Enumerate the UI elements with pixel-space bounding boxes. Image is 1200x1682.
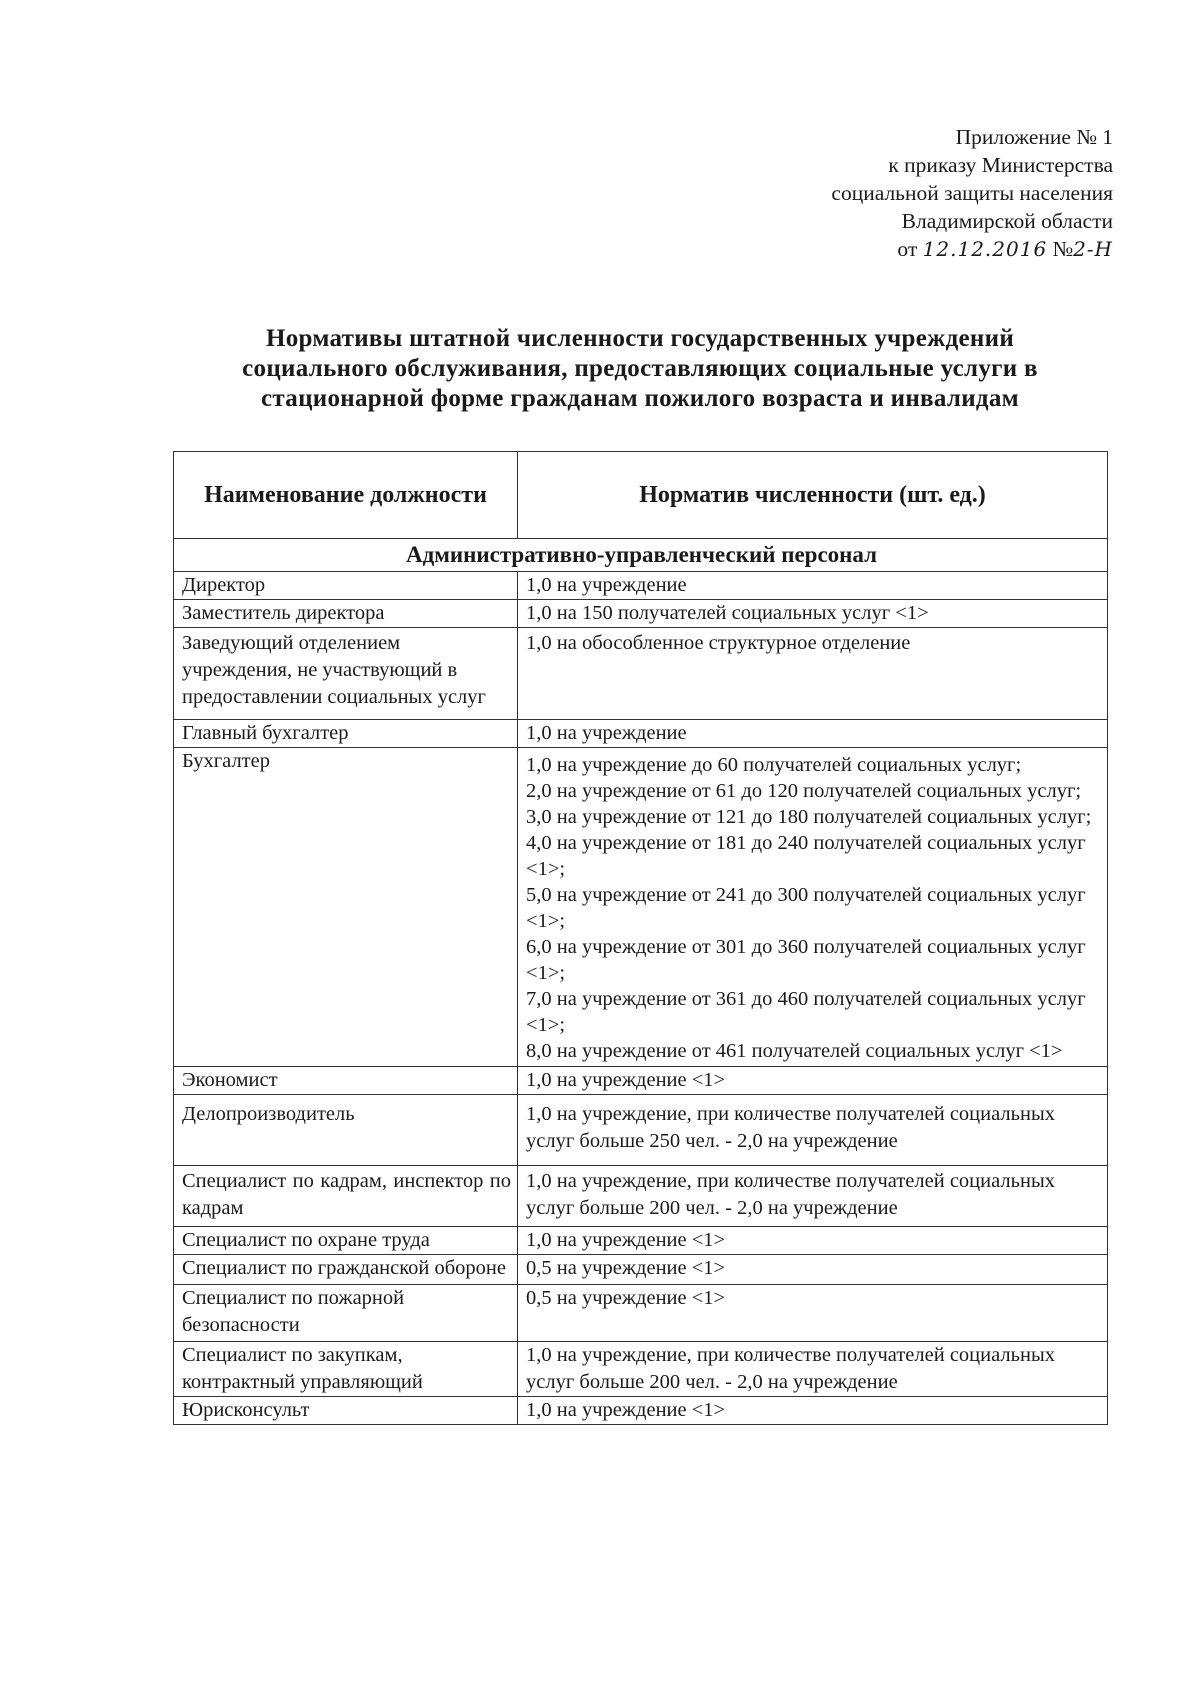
norm-cell: 1,0 на учреждение, при количестве получателей социальных услуг больше 250 чел. - 2,0 на учреждение <box>518 1095 1108 1166</box>
column-header-norm: Норматив численности (шт. ед.) <box>518 452 1108 539</box>
position-cell: Делопроизводитель <box>174 1095 518 1166</box>
norms-table <box>173 451 1108 1425</box>
position-cell: Специалист по пожарной безопасности <box>174 1285 518 1342</box>
table-row <box>174 1397 1108 1425</box>
table-row <box>174 1166 1108 1227</box>
table-row <box>174 1342 1108 1397</box>
norm-line: 6,0 на учреждение от 301 до 360 получателей социальных услуг <1>; <box>526 936 1086 984</box>
table-row <box>174 1227 1108 1255</box>
title-line-2: социального обслуживания, предоставляющих социальные услуги в <box>242 355 1038 382</box>
norm-cell: 1,0 на учреждение <1> <box>518 1067 1108 1095</box>
position-cell: Бухгалтер <box>174 748 518 1067</box>
table-row <box>174 1285 1108 1342</box>
table-row <box>174 628 1108 720</box>
table-row <box>174 1067 1108 1095</box>
section-row <box>174 539 1108 572</box>
position-cell: Юрисконсульт <box>174 1397 518 1425</box>
table-row <box>174 1255 1108 1285</box>
column-header-position: Наименование должности <box>174 452 518 539</box>
table-header-row <box>174 452 1108 539</box>
norm-cell: 1,0 на обособленное структурное отделение <box>518 628 1108 720</box>
appendix-ministry-line: социальной защиты населения <box>831 181 1113 205</box>
norm-cell: 1,0 на учреждение <1> <box>518 1227 1108 1255</box>
position-cell: Специалист по охране труда <box>174 1227 518 1255</box>
norm-line: 3,0 на учреждение от 121 до 180 получателей социальных услуг; <box>526 806 1092 828</box>
norm-line: 2,0 на учреждение от 61 до 120 получателей социальных услуг; <box>526 780 1082 802</box>
document-title <box>175 324 1105 414</box>
norm-line: 1,0 на учреждение до 60 получателей социальных услуг; <box>526 754 1022 776</box>
position-cell: Специалист по кадрам, инспектор по кадрам <box>174 1166 518 1227</box>
appendix-date-line <box>831 235 1113 263</box>
appendix-header <box>831 123 1113 263</box>
appendix-region-line: Владимирской области <box>901 209 1113 233</box>
norm-line: 8,0 на учреждение от 461 получателей социальных услуг <1> <box>526 1040 1063 1062</box>
norm-line: 7,0 на учреждение от 361 до 460 получателей социальных услуг <1>; <box>526 988 1086 1036</box>
norm-cell: 1,0 на учреждение, при количестве получателей социальных услуг больше 200 чел. - 2,0 на учреждение <box>518 1166 1108 1227</box>
appendix-order-line: к приказу Министерства <box>888 153 1113 177</box>
position-cell: Экономист <box>174 1067 518 1095</box>
norm-cell <box>518 748 1108 1067</box>
norm-cell: 1,0 на учреждение, при количестве получателей социальных услуг больше 200 чел. - 2,0 на учреждение <box>518 1342 1108 1397</box>
title-line-1: Нормативы штатной численности государственных учреждений <box>265 325 1015 352</box>
number-prefix: № <box>1052 237 1074 261</box>
table-row <box>174 720 1108 748</box>
position-cell: Директор <box>174 572 518 600</box>
table-row <box>174 600 1108 628</box>
position-cell: Заместитель директора <box>174 600 518 628</box>
position-cell: Специалист по закупкам, контрактный управляющий <box>174 1342 518 1397</box>
table-row <box>174 572 1108 600</box>
position-cell: Заведующий отделением учреждения, не участвующий в предоставлении социальных услуг <box>174 628 518 720</box>
norm-cell: 0,5 на учреждение <1> <box>518 1285 1108 1342</box>
title-line-3: стационарной форме гражданам пожилого возраста и инвалидам <box>261 385 1019 412</box>
norm-cell: 1,0 на учреждение <1> <box>518 1397 1108 1425</box>
table-row <box>174 748 1108 1067</box>
number-value: 2-Н <box>1073 237 1113 261</box>
norm-line: 5,0 на учреждение от 241 до 300 получателей социальных услуг <1>; <box>526 884 1086 932</box>
norm-cell: 1,0 на учреждение <box>518 720 1108 748</box>
appendix-label: Приложение № 1 <box>955 125 1113 149</box>
date-prefix: от <box>897 237 918 261</box>
norm-cell: 1,0 на учреждение <box>518 572 1108 600</box>
section-title: Административно-управленческий персонал <box>174 539 1108 572</box>
position-cell: Главный бухгалтер <box>174 720 518 748</box>
table-row <box>174 1095 1108 1166</box>
norm-cell: 0,5 на учреждение <1> <box>518 1255 1108 1285</box>
norm-cell: 1,0 на 150 получателей социальных услуг <1> <box>518 600 1108 628</box>
position-cell: Специалист по гражданской обороне <box>174 1255 518 1285</box>
date-value: 12.12.2016 <box>922 237 1048 261</box>
norm-line: 4,0 на учреждение от 181 до 240 получателей социальных услуг <1>; <box>526 832 1086 880</box>
